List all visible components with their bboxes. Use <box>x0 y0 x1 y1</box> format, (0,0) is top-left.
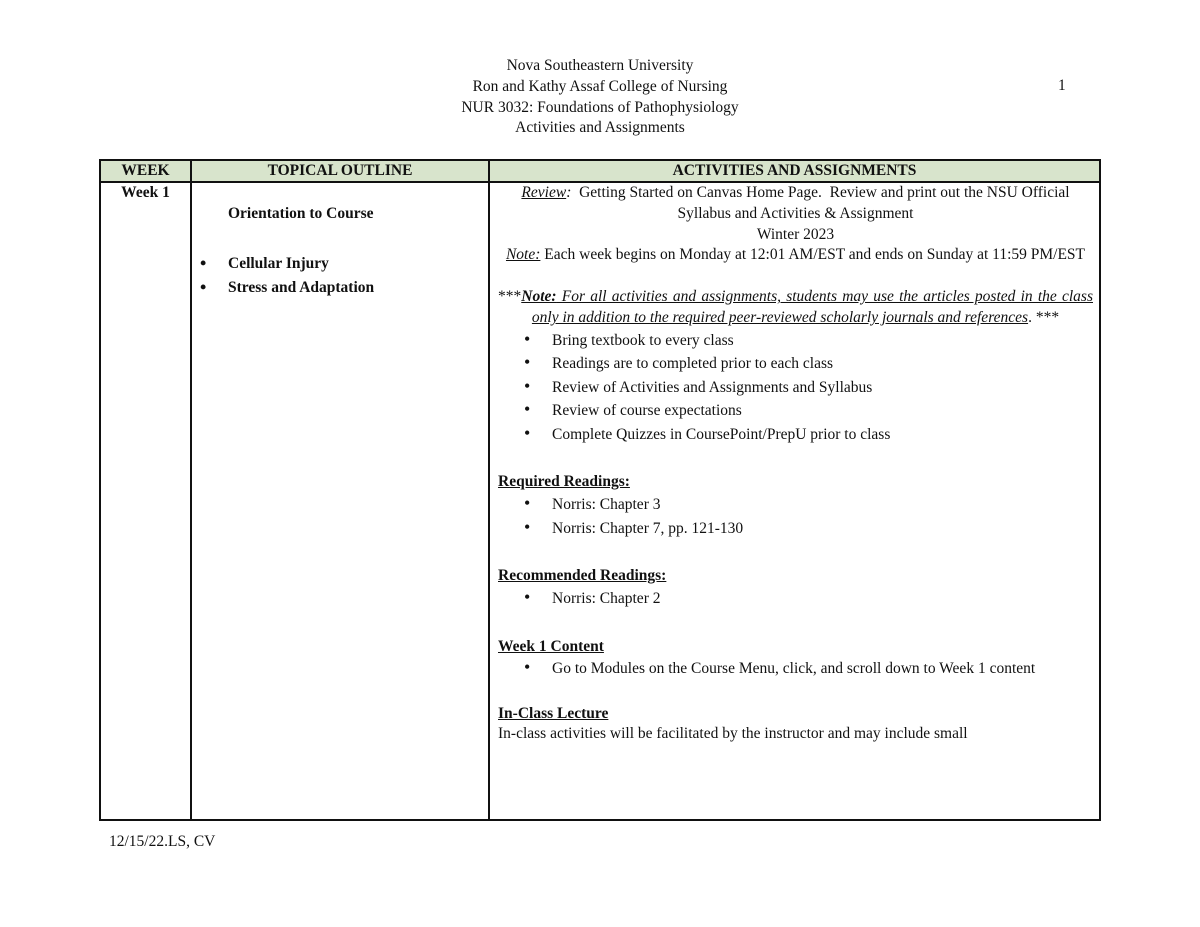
table-header-row <box>100 160 1100 182</box>
topic-list <box>192 252 374 300</box>
list-item: • Norris: Chapter 7, pp. 121-130 <box>498 517 1093 541</box>
term: Winter 2023 <box>756 225 835 243</box>
college-name: Ron and Kathy Assaf College of Nursing <box>472 77 728 95</box>
review-label: Review <box>521 184 567 201</box>
in-class-lecture-text: In-class activities will be facilitated by the instructor and may include small <box>498 724 968 742</box>
topic-item: • Stress and Adaptation <box>192 276 374 300</box>
week-content-list <box>498 658 1093 679</box>
document-title: Activities and Assignments <box>515 119 685 137</box>
week-content-title: Week 1 Content <box>498 637 604 655</box>
note-text: Each week begins on Monday at 12:01 AM/EST and ends on Sunday at 11:59 PM/EST <box>540 246 1086 264</box>
required-readings-title: Required Readings: <box>498 473 630 491</box>
review-paragraph <box>498 183 1093 225</box>
course-title: NUR 3032: Foundations of Pathophysiology <box>461 98 739 116</box>
list-item: • Review of Activities and Assignments and Syllabus <box>498 376 1093 400</box>
list-item: • Review of course expectations <box>498 399 1093 423</box>
articles-note <box>498 287 1093 329</box>
in-class-lecture-title: In-Class Lecture <box>498 704 609 722</box>
document-header <box>0 56 1200 139</box>
stars-open: *** <box>498 288 522 306</box>
week-bullet-list <box>498 329 1093 447</box>
list-item: • Norris: Chapter 2 <box>498 587 1093 611</box>
column-header-topical-outline: TOPICAL OUTLINE <box>191 160 489 182</box>
list-item: • Norris: Chapter 3 <box>498 493 1093 517</box>
column-header-activities: ACTIVITIES AND ASSIGNMENTS <box>489 160 1100 182</box>
list-item: • Go to Modules on the Course Menu, click, and scroll down to Week 1 content <box>498 658 1093 679</box>
review-colon: : <box>566 184 572 201</box>
review-text: Getting Started on Canvas Home Page. Review and print out the NSU Official Syllabus and Activities & Assignment <box>571 184 1074 222</box>
revision-footer: 12/15/22.LS, CV <box>109 833 216 850</box>
list-item: • Bring textbook to every class <box>498 329 1093 353</box>
column-header-week: WEEK <box>100 160 191 182</box>
required-readings-list <box>498 493 1093 540</box>
note-label: Note: <box>505 246 541 264</box>
topic-heading: Orientation to Course <box>228 205 374 222</box>
week-label: Week 1 <box>100 182 191 820</box>
articles-note-label: Note: <box>521 288 557 306</box>
topic-item: • Cellular Injury <box>192 252 374 276</box>
stars-close: . *** <box>1028 308 1060 326</box>
university-name: Nova Southeastern University <box>506 57 694 74</box>
activities-cell <box>489 182 1100 820</box>
topic-cell <box>191 182 489 820</box>
list-item: • Complete Quizzes in CoursePoint/PrepU prior to class <box>498 423 1093 447</box>
list-item: • Readings are to completed prior to each class <box>498 352 1093 376</box>
table-row-week-1 <box>100 182 1100 820</box>
recommended-readings-title: Recommended Readings: <box>498 567 667 585</box>
week-timing-note <box>498 245 1093 266</box>
articles-note-text: For all activities and assignments, students may use the articles posted in the class only in addition to the required peer-reviewed scholarly journals and references <box>531 288 1093 326</box>
schedule-table <box>99 159 1101 821</box>
recommended-readings-list <box>498 587 1093 611</box>
page-number: 1 <box>1058 77 1066 94</box>
